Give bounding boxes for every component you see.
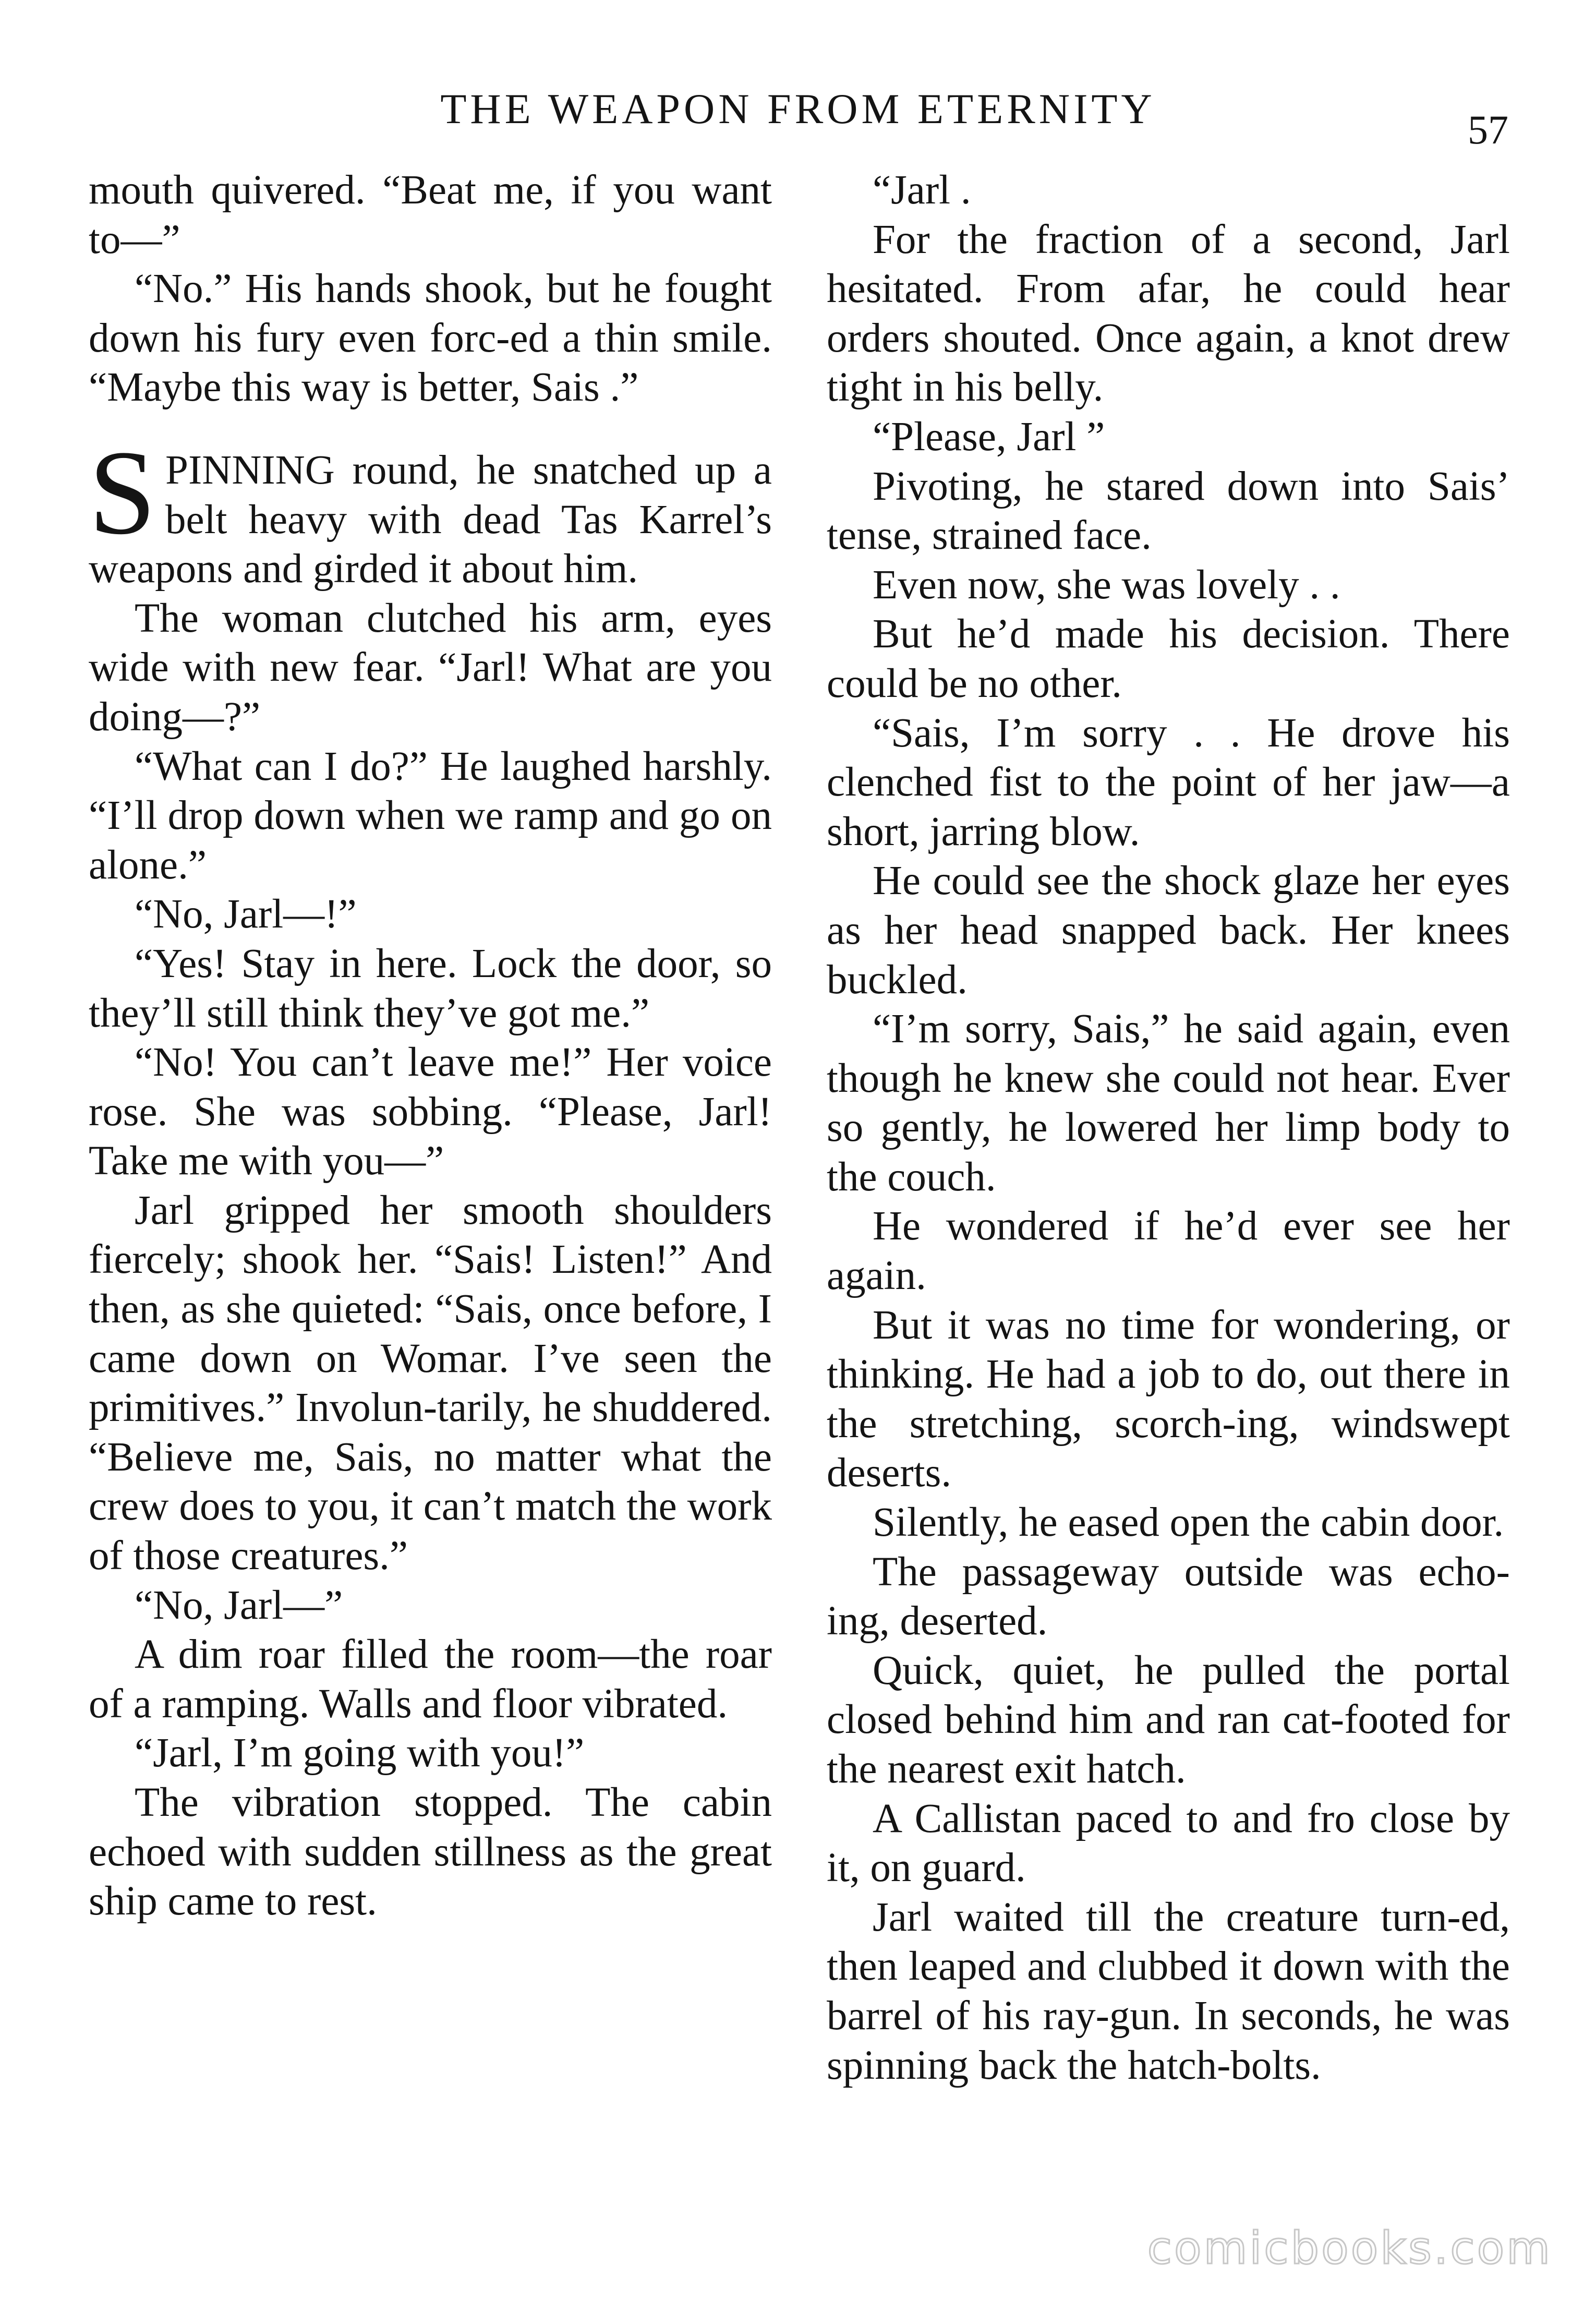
paragraph: “No, Jarl—!” — [135, 892, 357, 937]
paragraph: Jarl gripped her smooth shoulders fiercely; shook her. “Sais! Listen!” And then, as she quieted: “Sais, once before, I came down on Womar. I’ve seen the primitives.” Involun-tarily, he shuddered. “Believe me, Sais, no matter what the crew does to you, it can’t match the work of those creatures.” — [89, 1187, 772, 1579]
paragraph: Quick, quiet, he pulled the portal closed behind him and ran cat-footed for the nearest exit hatch. — [827, 1647, 1510, 1792]
paragraph: But he’d made his decision. There could be no other. — [827, 611, 1510, 706]
paragraph: “Please, Jarl ” — [873, 414, 1105, 460]
right-column — [827, 166, 1510, 2090]
paragraph: Pivoting, he stared down into Sais’ tense, strained face. — [827, 463, 1510, 559]
paragraph: Silently, he eased open the cabin door. — [873, 1500, 1504, 1546]
paragraph: Even now, she was lovely . . — [873, 562, 1340, 608]
paragraph: “No, Jarl—” — [135, 1582, 343, 1628]
paragraph: “I’m sorry, Sais,” he said again, even though he knew she could not hear. Ever so gently, he lowered her limp body to the couch. — [827, 1006, 1510, 1200]
source-watermark: comicbooks.com — [1147, 2222, 1552, 2274]
paragraph: “Jarl . — [873, 167, 971, 213]
paragraph: He could see the shock glaze her eyes as her head snapped back. Her knees buckled. — [827, 858, 1510, 1003]
paragraph: A dim roar filled the room—the roar of a ramping. Walls and floor vibrated. — [89, 1632, 772, 1727]
running-title: THE WEAPON FROM ETERNITY — [440, 85, 1156, 132]
page-number: 57 — [1468, 107, 1508, 152]
paragraph: The woman clutched his arm, eyes wide with new fear. “Jarl! What are you doing—?” — [89, 595, 772, 740]
paragraph: For the fraction of a second, Jarl hesitated. From afar, he could hear orders shouted. Once again, a knot drew tight in his belly. — [827, 216, 1510, 411]
paragraph: “What can I do?” He laughed harshly. “I’ll drop down when we ramp and go on alone.” — [89, 743, 772, 888]
paragraph: He wondered if he’d ever see her again. — [827, 1203, 1510, 1299]
section-opening-paragraph: SPINNING round, he snatched up a belt heavy with dead Tas Karrel’s weapons and girded it about him. — [89, 425, 772, 592]
paragraph: “No.” His hands shook, but he fought down his fury even forc-ed a thin smile. “Maybe this way is better, Sais .” — [89, 266, 772, 411]
paragraph: mouth quivered. “Beat me, if you want to—” — [89, 167, 772, 262]
paragraph: “Yes! Stay in here. Lock the door, so they’ll still think they’ve got me.” — [89, 941, 772, 1036]
paragraph: “No! You can’t leave me!” Her voice rose. She was sobbing. “Please, Jarl! Take me with you—” — [89, 1040, 772, 1184]
paragraph: “Jarl, I’m going with you!” — [135, 1730, 585, 1776]
paragraph: A Callistan paced to and fro close by it, on guard. — [827, 1796, 1510, 1891]
paragraph: Jarl waited till the creature turn-ed, then leaped and clubbed it down with the barrel of his ray-gun. In seconds, he was spinning back the hatch-bolts. — [827, 1894, 1510, 2088]
paragraph: “Sais, I’m sorry . . He drove his clenched fist to the point of her jaw—a short, jarring blow. — [827, 710, 1510, 854]
paragraph: But it was no time for wondering, or thinking. He had a job to do, out there in the stretching, scorch-ing, windswept deserts. — [827, 1302, 1510, 1496]
left-column — [89, 166, 772, 1926]
paragraph: The vibration stopped. The cabin echoed with sudden stillness as the great ship came to rest. — [89, 1780, 772, 1924]
paragraph: The passageway outside was echo-ing, deserted. — [827, 1549, 1510, 1644]
